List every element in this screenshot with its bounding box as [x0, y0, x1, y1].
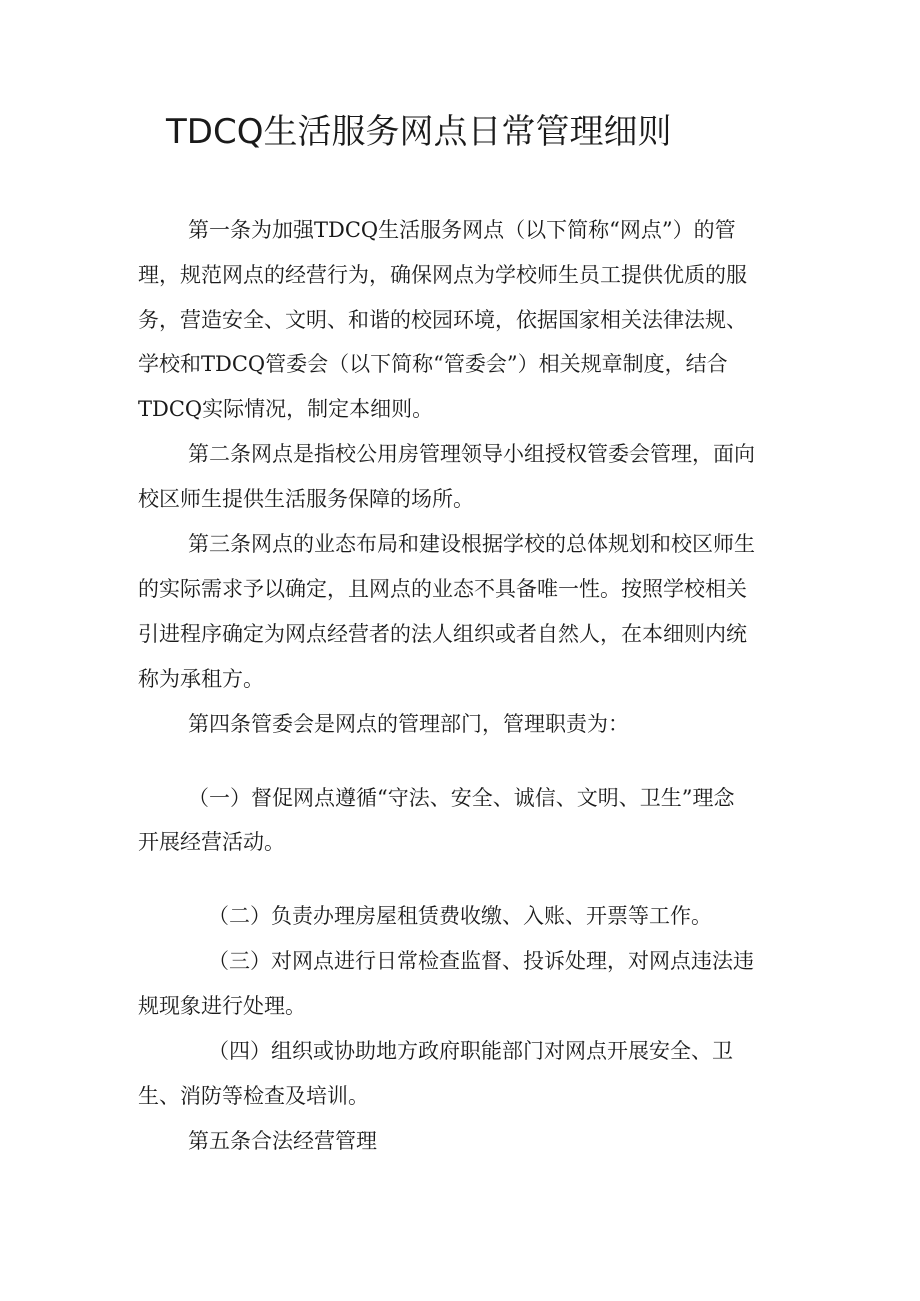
article-4-line-1: 第四条管委会是网点的管理部门，管理职责为：: [188, 712, 629, 736]
item-3-line-2: 规现象进行处理。: [138, 994, 306, 1018]
item-4-line-1: （四）组织或协助地方政府职能部门对网点开展安全、卫: [208, 1039, 733, 1063]
document-title: TDCQ生活服务网点日常管理细则: [166, 112, 672, 152]
article-2-line-2: 校区师生提供生活服务保障的场所。: [138, 487, 474, 511]
item-1-line-1: （一）督促网点遵循“守法、安全、诚信、文明、卫生”理念: [188, 786, 735, 810]
article-3-line-2: 的实际需求予以确定，且网点的业态不具备唯一性。按照学校相关: [138, 577, 747, 601]
article-3-line-3: 引进程序确定为网点经营者的法人组织或者自然人，在本细则内统: [138, 622, 747, 646]
article-1-line-3: 务，营造安全、文明、和谐的校园环境，依据国家相关法律法规、: [138, 308, 747, 332]
article-1-line-5: TDCQ实际情况，制定本细则。: [138, 397, 434, 421]
article-3-line-4: 称为承租方。: [138, 667, 264, 691]
article-1-line-1: 第一条为加强TDCQ生活服务网点（以下简称“网点”）的管: [188, 218, 736, 242]
item-3-line-1: （三）对网点进行日常检查监督、投诉处理，对网点违法违: [208, 949, 754, 973]
article-1-line-2: 理，规范网点的经营行为，确保网点为学校师生员工提供优质的服: [138, 263, 747, 287]
article-1-line-4: 学校和TDCQ管委会（以下简称“管委会”）相关规章制度，结合: [138, 352, 728, 376]
item-1-line-2: 开展经营活动。: [138, 830, 285, 854]
article-3-line-1: 第三条网点的业态布局和建设根据学校的总体规划和校区师生: [188, 532, 755, 556]
article-2-line-1: 第二条网点是指校公用房管理领导小组授权管委会管理，面向: [188, 442, 755, 466]
article-5-line-1: 第五条合法经营管理: [188, 1129, 377, 1153]
item-4-line-2: 生、消防等检查及培训。: [138, 1084, 369, 1108]
item-2-line-1: （二）负责办理房屋租赁费收缴、入账、开票等工作。: [208, 904, 712, 928]
